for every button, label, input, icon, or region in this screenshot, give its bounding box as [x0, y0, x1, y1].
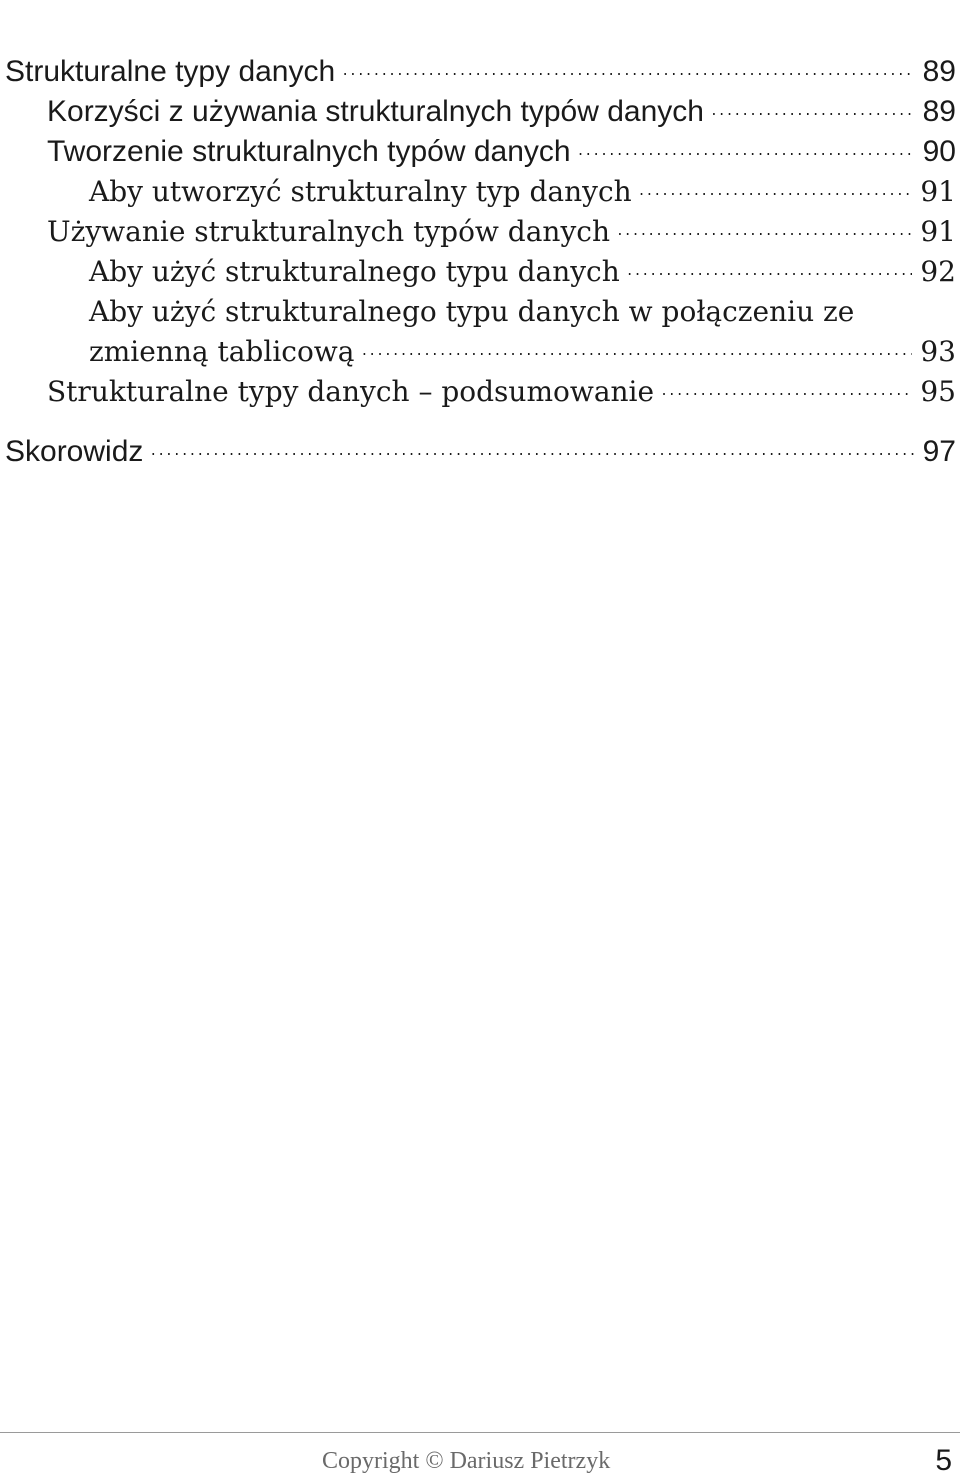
- dot-leader: [638, 172, 913, 212]
- dot-leader: [577, 132, 915, 172]
- toc-entry-page: 89: [922, 55, 956, 88]
- footer-divider: [0, 1432, 960, 1433]
- table-of-contents: [5, 52, 956, 472]
- toc-entry-aby-uzyc[interactable]: [5, 252, 956, 292]
- toc-entry-strukturalne-typy-danych[interactable]: [5, 52, 956, 92]
- toc-entry-title: Skorowidz: [5, 435, 144, 468]
- toc-entry-title: Tworzenie strukturalnych typów danych: [47, 135, 571, 168]
- toc-entry-title-line2: zmienną tablicową: [89, 335, 355, 368]
- toc-entry-title: Aby użyć strukturalnego typu danych: [89, 255, 620, 288]
- toc-entry-title: Korzyści z używania strukturalnych typów danych: [47, 95, 704, 128]
- toc-entry-title: Strukturalne typy danych – podsumowanie: [47, 375, 655, 408]
- toc-entry-page: 97: [922, 435, 956, 468]
- toc-entry-title-line1: Aby użyć strukturalnego typu danych w połączeniu ze: [89, 295, 855, 328]
- dot-leader: [149, 432, 914, 472]
- toc-entry-uzywanie[interactable]: [5, 212, 956, 252]
- toc-entry-page: 95: [920, 375, 956, 408]
- toc-entry-title: Używanie strukturalnych typów danych: [47, 215, 610, 248]
- dot-leader: [626, 252, 913, 292]
- footer-copyright: Copyright © Dariusz Pietrzyk: [322, 1448, 611, 1474]
- toc-entry-page: 91: [920, 175, 956, 208]
- toc-entry-title-line2-row: [89, 332, 956, 372]
- dot-leader: [710, 92, 915, 132]
- toc-entry-tworzenie[interactable]: [5, 132, 956, 172]
- toc-entry-korzysci[interactable]: [5, 92, 956, 132]
- toc-entry-aby-uzyc-tablicowa[interactable]: [5, 292, 956, 372]
- footer-page-number: 5: [935, 1444, 952, 1477]
- toc-entry-title: Strukturalne typy danych: [5, 55, 336, 88]
- toc-entry-page: 90: [922, 135, 956, 168]
- toc-entry-page: 92: [920, 255, 956, 288]
- toc-entry-page: 89: [922, 95, 956, 128]
- dot-leader: [360, 332, 912, 372]
- toc-entry-aby-utworzyc[interactable]: [5, 172, 956, 212]
- toc-entry-skorowidz[interactable]: [5, 432, 956, 472]
- toc-entry-title: Aby utworzyć strukturalny typ danych: [89, 175, 632, 208]
- page-footer: [0, 1440, 960, 1480]
- toc-entry-podsumowanie[interactable]: [5, 372, 956, 412]
- dot-leader: [341, 52, 914, 92]
- section-spacer: [5, 412, 956, 432]
- toc-entry-page: 93: [920, 335, 956, 368]
- dot-leader: [660, 372, 912, 412]
- toc-entry-page: 91: [920, 215, 956, 248]
- dot-leader: [616, 212, 912, 252]
